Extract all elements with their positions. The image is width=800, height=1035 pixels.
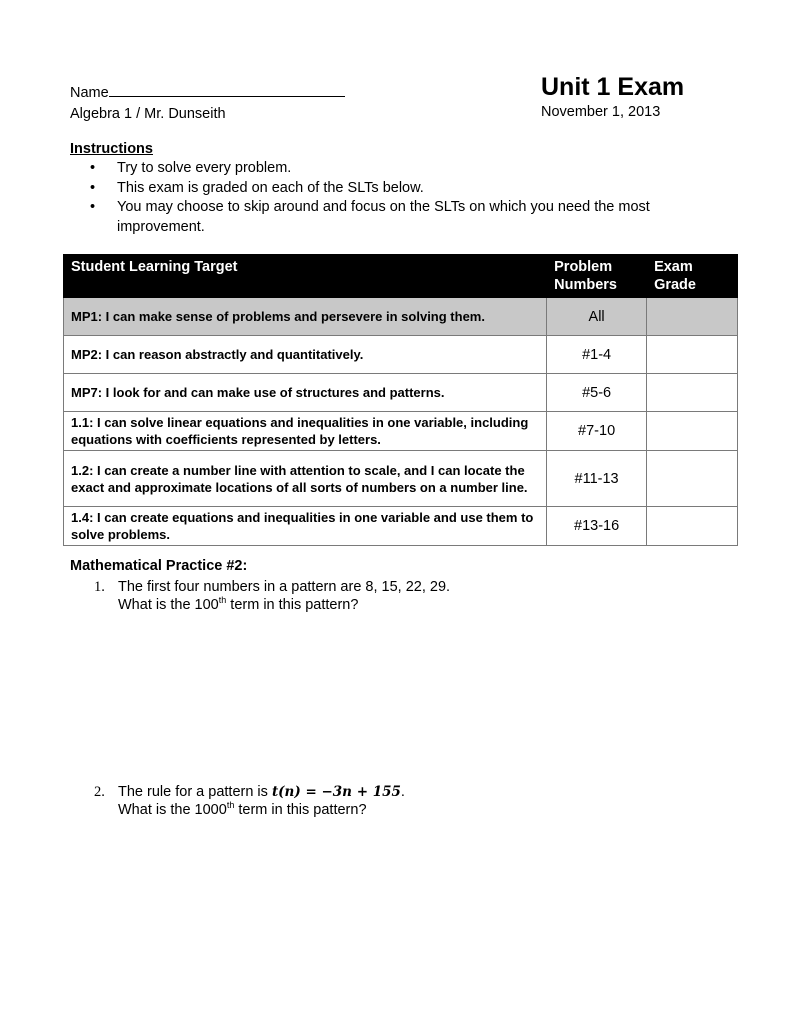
ordinal-suffix: th: [218, 595, 227, 606]
problem-text: What is the 1000: [118, 802, 227, 818]
table-header-row: [64, 255, 738, 298]
slt-grade-cell[interactable]: [647, 298, 738, 336]
table-row: [64, 336, 738, 374]
slt-grade-cell[interactable]: [647, 507, 738, 546]
practice-section: [70, 556, 247, 576]
slt-grade-cell[interactable]: [647, 451, 738, 507]
instruction-item: [90, 159, 717, 179]
bullet-icon: •: [90, 160, 96, 176]
instruction-item: [90, 179, 717, 199]
problem-text: term in this pattern?: [226, 597, 359, 613]
header-right: [541, 72, 684, 123]
slt-problems: #11-13: [547, 451, 647, 507]
header-target: Student Learning Target: [64, 255, 547, 298]
problem-line: The first four numbers in a pattern are 8, 15, 22, 29.: [118, 579, 451, 595]
slt-problems: #5-6: [547, 374, 647, 412]
slt-grade-cell[interactable]: [647, 412, 738, 451]
problem-text: What is the 100: [118, 597, 219, 613]
practice-heading: Mathematical Practice #2:: [70, 558, 248, 574]
bullet-icon: •: [90, 179, 96, 196]
instruction-item: [90, 198, 717, 237]
problem-line: [118, 801, 405, 819]
table-row: [64, 298, 738, 336]
ordinal-suffix: th: [226, 800, 235, 811]
problem-2: [94, 783, 405, 819]
name-row: [70, 82, 345, 104]
instruction-text: This exam is graded on each of the SLTs below.: [117, 179, 424, 196]
name-blank-line: [109, 82, 345, 97]
slt-target: 1.4: I can create equations and inequalities in one variable and use them to solve problems.: [64, 507, 547, 546]
instructions-section: [70, 140, 717, 237]
slt-target: 1.2: I can create a number line with attention to scale, and I can locate the exact and approximate locations of all sorts of numbers on a number line.: [64, 451, 547, 507]
bullet-icon: •: [90, 199, 96, 215]
header-problem-numbers: Problem Numbers: [547, 255, 647, 298]
exam-date: November 1, 2013: [541, 104, 661, 120]
table-row: [64, 374, 738, 412]
problem-text: term in this pattern?: [234, 802, 367, 818]
slt-target: MP2: I can reason abstractly and quantitatively.: [64, 336, 547, 374]
problem-line: [118, 783, 405, 801]
course-label: Algebra 1 / Mr. Dunseith: [70, 106, 226, 122]
header-left: [70, 82, 345, 125]
instructions-list: [70, 159, 717, 237]
slt-target: MP7: I look for and can make use of structures and patterns.: [64, 374, 547, 412]
problem-line: [118, 596, 450, 614]
instruction-text: Try to solve every problem.: [117, 160, 292, 176]
instructions-heading: Instructions: [70, 141, 153, 157]
exam-title: Unit 1 Exam: [541, 73, 685, 101]
slt-problems: #7-10: [547, 412, 647, 451]
problem-text: .: [400, 784, 405, 800]
table-row: [64, 412, 738, 451]
instruction-text: You may choose to skip around and focus on the SLTs on which you need the most improvement.: [117, 199, 650, 235]
problem-number: 1.: [94, 579, 105, 595]
slt-target: 1.1: I can solve linear equations and inequalities in one variable, including equations with coefficients represented by letters.: [64, 412, 547, 451]
header-exam-grade: Exam Grade: [647, 255, 738, 298]
slt-problems: All: [547, 298, 647, 336]
problem-text: The rule for a pattern is: [118, 784, 272, 800]
slt-problems: #1-4: [547, 336, 647, 374]
name-label: Name: [70, 85, 109, 101]
slt-target: MP1: I can make sense of problems and persevere in solving them.: [64, 298, 547, 336]
slt-table: [63, 254, 738, 546]
problem-number: 2.: [94, 784, 105, 800]
table-row: [64, 507, 738, 546]
pattern-rule-equation: t(n) = −3n + 155: [271, 784, 401, 800]
problem-1: [94, 578, 450, 614]
table-row: [64, 451, 738, 507]
slt-problems: #13-16: [547, 507, 647, 546]
slt-grade-cell[interactable]: [647, 374, 738, 412]
slt-grade-cell[interactable]: [647, 336, 738, 374]
